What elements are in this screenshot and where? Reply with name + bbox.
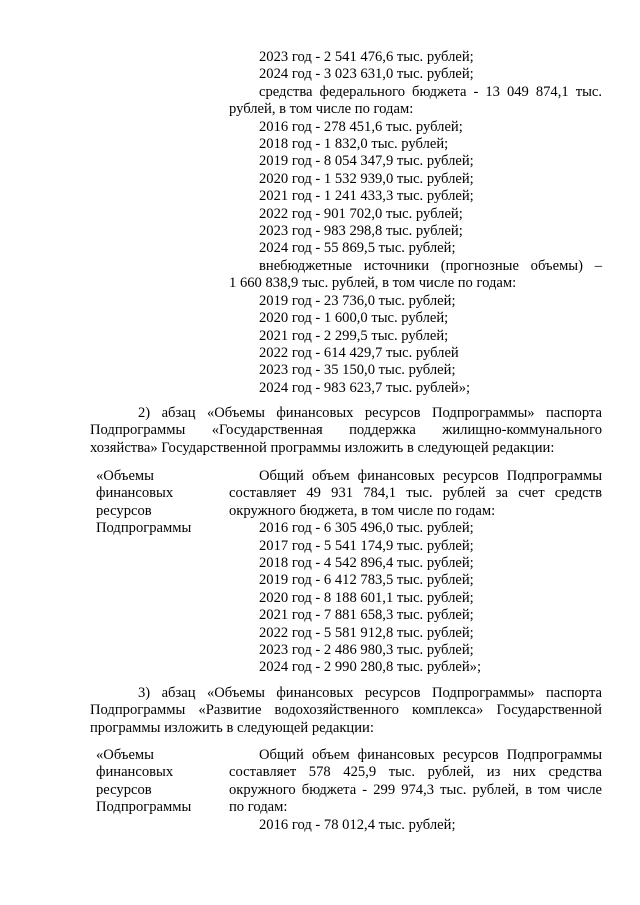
- total-volume-line: окружного бюджета, в том числе по годам:: [229, 502, 496, 519]
- list-item: 2023 год - 2 541 476,6 тыс. рублей;: [259, 49, 474, 65]
- list-item: 2017 год - 5 541 174,9 тыс. рублей;: [259, 537, 474, 554]
- resources-value: [229, 747, 602, 834]
- paragraph-line: Подпрограммы «Государственная поддержка жилищно-коммунального: [90, 422, 602, 439]
- total-volume-line: Общий объем финансовых ресурсов Подпрограммы: [259, 747, 602, 763]
- federal-budget-heading: средства федерального бюджета - 13 049 874,1 тыс.: [259, 83, 602, 100]
- paragraph-line: программы изложить в следующей редакции:: [90, 719, 374, 736]
- label-line: «Объемы: [96, 468, 154, 484]
- list-item: 2022 год - 5 581 912,8 тыс. рублей;: [259, 624, 474, 641]
- list-item: 2021 год - 1 241 433,3 тыс. рублей;: [259, 188, 474, 205]
- paragraph-line: Подпрограммы «Развитие водохозяйственного комплекса» Государственной: [90, 702, 602, 719]
- list-item: 2016 год - 278 451,6 тыс. рублей;: [259, 118, 463, 135]
- list-item: 2020 год - 1 600,0 тыс. рублей;: [259, 310, 449, 327]
- list-item: 2021 год - 7 881 658,3 тыс. рублей;: [259, 607, 474, 624]
- list-item: 2016 год - 6 305 496,0 тыс. рублей;: [259, 520, 474, 537]
- total-volume-line: составляет 578 425,9 тыс. рублей, из них средства: [229, 764, 602, 781]
- list-item: 2020 год - 8 188 601,1 тыс. рублей;: [259, 589, 474, 606]
- extrabudget-heading: внебюджетные источники (прогнозные объемы) –: [259, 257, 602, 274]
- resources-label: [96, 747, 216, 817]
- list-item: 2021 год - 2 299,5 тыс. рублей;: [259, 327, 449, 344]
- list-item: 2018 год - 1 832,0 тыс. рублей;: [259, 136, 449, 153]
- list-item: 2018 год - 4 542 896,4 тыс. рублей;: [259, 555, 474, 572]
- label-line: Подпрограммы: [96, 799, 192, 816]
- funding-continuation: [229, 49, 602, 397]
- label-line: ресурсов: [96, 781, 152, 798]
- label-line: финансовых: [96, 764, 174, 781]
- list-item: 2024 год - 2 990 280,8 тыс. рублей»;: [259, 659, 482, 676]
- paragraph-line: 3) абзац «Объемы финансовых ресурсов Подпрограммы» паспорта: [138, 685, 602, 701]
- paragraph-2: [90, 405, 602, 457]
- paragraph-3: [90, 685, 602, 737]
- list-item: 2020 год - 1 532 939,0 тыс. рублей;: [259, 170, 474, 187]
- list-item: 2023 год - 35 150,0 тыс. рублей;: [259, 362, 456, 379]
- label-line: финансовых: [96, 485, 174, 502]
- federal-budget-heading-cont: рублей, в том числе по годам:: [229, 101, 414, 118]
- list-item: 2024 год - 55 869,5 тыс. рублей;: [259, 240, 456, 257]
- list-item: 2023 год - 2 486 980,3 тыс. рублей;: [259, 642, 474, 659]
- total-volume-line: Общий объем финансовых ресурсов Подпрограммы: [259, 468, 602, 484]
- total-volume-line: по годам:: [229, 799, 288, 816]
- list-item: 2019 год - 23 736,0 тыс. рублей;: [259, 292, 456, 309]
- list-item: 2016 год - 78 012,4 тыс. рублей;: [259, 816, 456, 833]
- resources-value: [229, 468, 602, 677]
- paragraph-line: хозяйства» Государственной программы изложить в следующей редакции:: [90, 439, 555, 456]
- list-item: 2022 год - 901 702,0 тыс. рублей;: [259, 205, 463, 222]
- list-item: 2022 год - 614 429,7 тыс. рублей: [259, 344, 459, 361]
- total-volume-line: составляет 49 931 784,1 тыс. рублей за счет средств: [229, 485, 602, 502]
- label-line: ресурсов: [96, 502, 152, 519]
- label-line: Подпрограммы: [96, 520, 192, 537]
- list-item: 2019 год - 8 054 347,9 тыс. рублей;: [259, 153, 474, 170]
- list-item: 2023 год - 983 298,8 тыс. рублей;: [259, 223, 463, 240]
- paragraph-line: 2) абзац «Объемы финансовых ресурсов Подпрограммы» паспорта: [138, 405, 602, 421]
- total-volume-line: окружного бюджета - 299 974,3 тыс. рублей, в том числе: [229, 781, 602, 798]
- extrabudget-heading-cont: 1 660 838,9 тыс. рублей, в том числе по годам:: [229, 275, 517, 292]
- list-item: 2024 год - 3 023 631,0 тыс. рублей;: [259, 66, 474, 83]
- label-line: «Объемы: [96, 747, 154, 763]
- list-item: 2024 год - 983 623,7 тыс. рублей»;: [259, 379, 471, 396]
- list-item: 2019 год - 6 412 783,5 тыс. рублей;: [259, 572, 474, 589]
- resources-label: [96, 468, 216, 538]
